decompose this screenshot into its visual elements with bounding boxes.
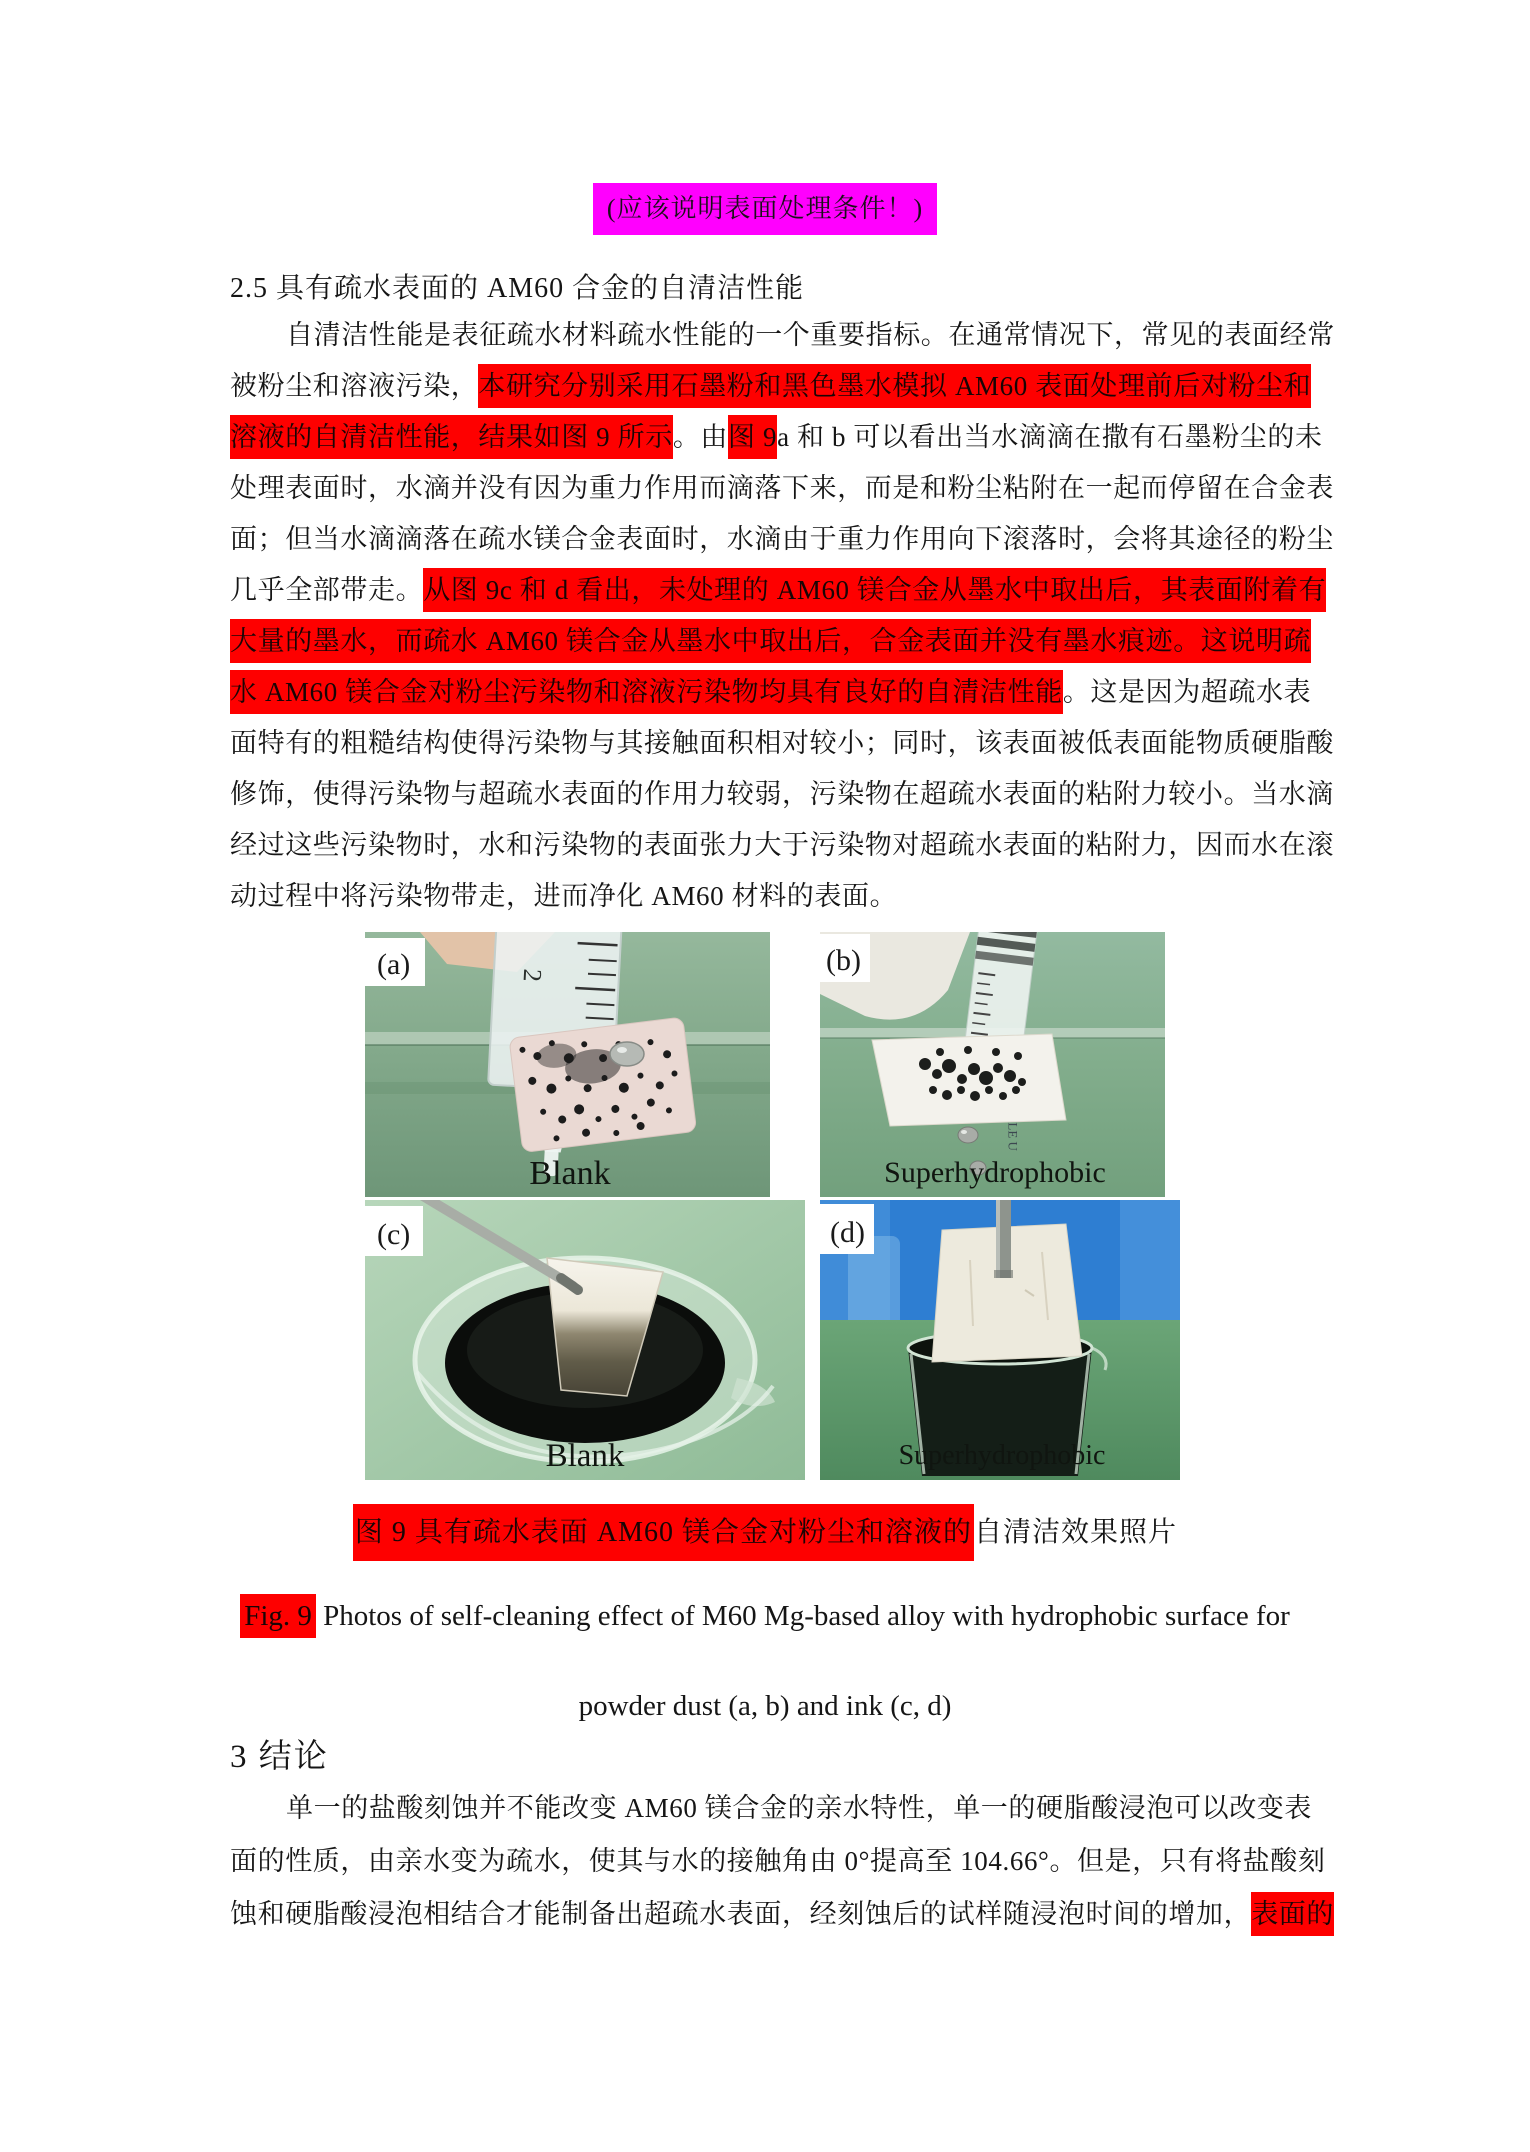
- photo-ink-superhydrophobic: [820, 1200, 1180, 1480]
- plain-text: 经过这些污染物时，水和污染物的表面张力大于污染物对超疏水表面的粘附力，因而水在滚: [230, 830, 1334, 860]
- figure-9: [365, 932, 1180, 1480]
- figure-caption-english-line2: powder dust (a, b) and ink (c, d): [578, 1690, 952, 1722]
- panel-label-a: (a): [377, 948, 411, 981]
- water-droplet: [610, 1042, 644, 1066]
- photo-dust-blank: [365, 932, 770, 1197]
- dusty-sample-plate: [509, 1017, 697, 1152]
- highlighted-text: 图 9: [728, 415, 777, 459]
- plain-text: 自清洁性能是表征疏水材料疏水性能的一个重要指标。在通常情况下，常见的表面经常: [286, 320, 1335, 350]
- syringe-scale-number: 2: [517, 968, 548, 983]
- text-line: [230, 820, 1334, 871]
- text-line: [230, 514, 1334, 565]
- text-line: [230, 871, 1315, 922]
- plain-text: 自清洁效果照片: [974, 1517, 1178, 1548]
- text-line: [230, 412, 1323, 463]
- section-2-5-heading: 2.5 具有疏水表面的 AM60 合金的自清洁性能: [230, 273, 805, 304]
- plain-text: a 和 b 可以看出当水滴滴在撒有石墨粉尘的未: [777, 422, 1323, 452]
- figure-panel-a: [365, 932, 770, 1197]
- text-line: [230, 1888, 1335, 1941]
- photo-ink-blank: [365, 1200, 805, 1480]
- steel-rod: [994, 1200, 1013, 1278]
- plain-text: 被粉尘和溶液污染，: [230, 371, 479, 401]
- figure-caption-english-line1: [0, 1592, 1530, 1640]
- plain-text: Photos of self-cleaning effect of M60 Mg-based alloy with hydrophobic surface for: [315, 1600, 1290, 1632]
- reviewer-note-row: [0, 183, 1530, 235]
- paragraph-self-cleaning: [230, 310, 1335, 922]
- reviewer-note: (应该说明表面处理条件！): [593, 183, 937, 235]
- plain-text: 几乎全部带走。: [230, 575, 424, 605]
- plain-text: 面的性质，由亲水变为疏水，使其与水的接触角由 0°提高至 104.66°。但是，只有将盐酸刻: [230, 1846, 1326, 1876]
- text-line: [230, 1835, 1326, 1888]
- figure-panel-c: [365, 1200, 805, 1480]
- text-line: [230, 769, 1334, 820]
- plain-text: 面；但当水滴滴落在疏水镁合金表面时，水滴由于重力作用向下滚落时，会将其途径的粉尘: [230, 524, 1334, 554]
- figure-panel-d: [820, 1200, 1180, 1480]
- plain-text: 动过程中将污染物带走，进而净化 AM60 材料的表面。: [230, 881, 898, 911]
- highlighted-text: 本研究分别采用石墨粉和黑色墨水模拟 AM60 表面处理前后对粉尘和: [478, 364, 1311, 408]
- text-line: [230, 565, 1327, 616]
- paragraph-conclusion: [230, 1782, 1335, 1941]
- text-line: [230, 1782, 1315, 1835]
- photo-caption-superhydrophobic: Superhydrophobic: [884, 1156, 1106, 1189]
- photo-dust-superhydrophobic: [820, 932, 1165, 1197]
- photo-caption-blank: Blank: [529, 1155, 611, 1192]
- highlighted-text: 水 AM60 镁合金对粉尘污染物和溶液污染物均具有良好的自清洁性能: [230, 670, 1063, 714]
- plain-text: 面特有的粗糙结构使得污染物与其接触面积相对较小；同时，该表面被低表面能物质硬脂酸: [230, 728, 1334, 758]
- highlighted-text: Fig. 9: [240, 1594, 316, 1638]
- text-line: [230, 616, 1315, 667]
- highlighted-text: 表面的: [1251, 1892, 1334, 1936]
- plain-text: 。这是因为超疏水表: [1062, 677, 1312, 707]
- plain-text: 单一的盐酸刻蚀并不能改变 AM60 镁合金的亲水特性，单一的硬脂酸浸泡可以改变表: [286, 1793, 1313, 1823]
- text-line: [230, 718, 1334, 769]
- photo-caption-superhydrophobic: Superhydrophobic: [898, 1440, 1106, 1471]
- plain-text: 修饰，使得污染物与超疏水表面的作用力较弱，污染物在超疏水表面的粘附力较小。当水滴: [230, 779, 1334, 809]
- text-line: [230, 463, 1334, 514]
- section-3-heading: 3 结论: [230, 1739, 329, 1775]
- plain-text: 处理表面时，水滴并没有因为重力作用而滴落下来，而是和粉尘粘附在一起而停留在合金表: [230, 473, 1334, 503]
- panel-label-b: (b): [826, 944, 861, 977]
- panel-label-d: (d): [830, 1216, 865, 1249]
- photo-caption-blank: Blank: [545, 1438, 625, 1474]
- text-line: [230, 667, 1315, 718]
- figure-caption-chinese: [0, 1506, 1530, 1560]
- highlighted-text: 从图 9c 和 d 看出，未处理的 AM60 镁合金从墨水中取出后，其表面附着有: [423, 568, 1326, 612]
- highlighted-text: 大量的墨水，而疏水 AM60 镁合金从墨水中取出后，合金表面并没有墨水痕迹。这说明疏: [230, 619, 1311, 663]
- panel-label-c: (c): [377, 1218, 411, 1251]
- plain-text: 。由: [672, 422, 729, 452]
- highlighted-text: 溶液的自清洁性能，结果如图 9 所示: [230, 415, 673, 459]
- text-line: [230, 361, 1315, 412]
- plain-text: 蚀和硬脂酸浸泡相结合才能制备出超疏水表面，经刻蚀后的试样随浸泡时间的增加，: [230, 1899, 1252, 1929]
- text-line: [230, 310, 1335, 361]
- figure-panel-b: [820, 932, 1165, 1197]
- highlighted-text: 图 9 具有疏水表面 AM60 镁合金对粉尘和溶液的: [353, 1504, 974, 1561]
